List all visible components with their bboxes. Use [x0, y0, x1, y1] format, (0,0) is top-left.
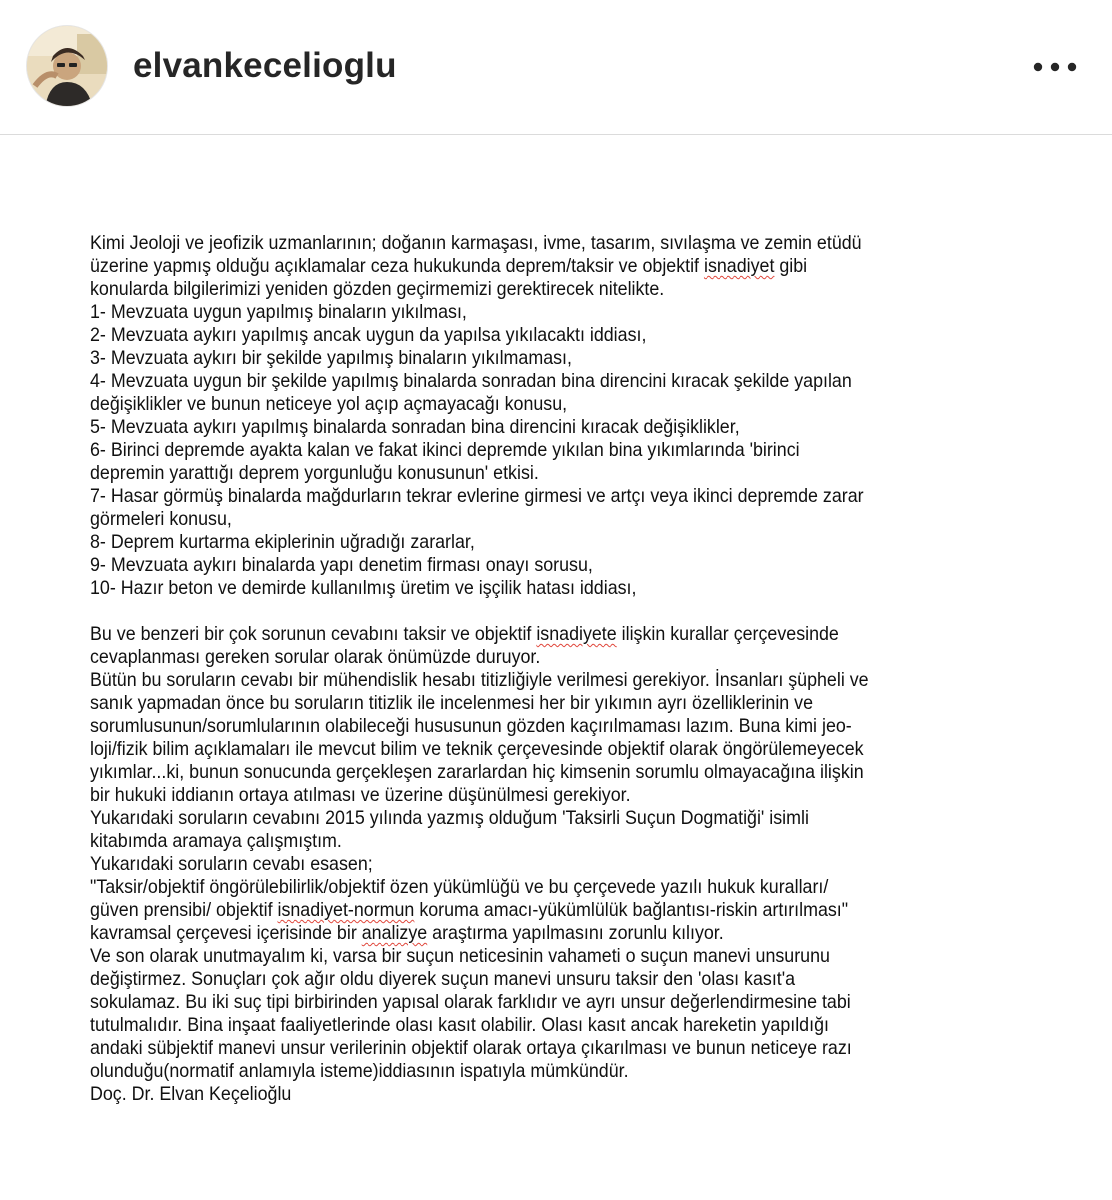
text-segment: yıkımlar...ki, bunun sonucunda gerçekleşen zararlardan hiç kimsenin sorumlu olmayacağına ilişkin [90, 762, 864, 783]
text-segment: 9- Mevzuata aykırı binalarda yapı denetim firması onayı sorusu, [90, 555, 593, 576]
more-options-button[interactable] [1030, 50, 1080, 84]
text-line [90, 899, 1020, 922]
text-segment: sanık yapmadan önce bu soruların titizlik ile incelenmesi her bir yıkımın ayrı özelliklerinin ve [90, 693, 814, 714]
text-line [90, 646, 1020, 669]
text-segment: bir hukuki iddianın ortaya atılması ve üzerine düşünülmesi gerekiyor. [90, 785, 631, 806]
text-line [90, 347, 1020, 370]
post-header [0, 0, 1112, 135]
text-line [90, 945, 1020, 968]
text-segment: andaki sübjektif manevi unsur verilerinin objektif olarak ortaya çıkarılması ve bunun neticeye razı [90, 1038, 852, 1059]
text-line [90, 692, 1020, 715]
paragraph-gap [90, 600, 1020, 623]
spellcheck-word: isnadiyete [536, 624, 617, 645]
username[interactable]: elvankecelioglu [133, 46, 397, 85]
text-segment: konularda bilgilerimizi yeniden gözden geçirmemizi gerektirecek nitelikte. [90, 279, 665, 300]
spellcheck-word: isnadiyet [703, 256, 775, 277]
text-segment: değiştirmez. Sonuçları çok ağır oldu diyerek suçun manevi unsuru taksir den 'olası kasıt'a [90, 969, 796, 990]
text-segment: değişiklikler ve bunun neticeye yol açıp açmayacağı konusu, [90, 394, 568, 415]
text-segment: 7- Hasar görmüş binalarda mağdurların tekrar evlerine girmesi ve artçı veya ikinci depremde zarar [90, 486, 864, 507]
text-segment: cevaplanması gereken sorular olarak önümüzde duruyor. [90, 647, 541, 668]
text-line [90, 278, 1020, 301]
text-segment: Yukarıdaki soruların cevabı esasen; [90, 854, 373, 875]
text-segment: Ve son olarak unutmayalım ki, varsa bir suçun neticesinin vahameti o suçun manevi unsurunu [90, 946, 830, 967]
text-segment: 4- Mevzuata uygun bir şekilde yapılmış binalarda sonradan bina direncini kıracak şekilde yapılan [90, 371, 852, 392]
text-segment: tutulmalıdır. Bina inşaat faaliyetlerinde olası kasıt olabilir. Olası kasıt ancak hareketin yapıldığı [90, 1015, 829, 1036]
text-segment: kitabımda aramaya çalışmıştım. [90, 831, 342, 852]
post-text-image [90, 232, 1020, 1106]
text-segment: koruma amacı-yükümlülük bağlantısı-riskin artırılması" [414, 900, 849, 921]
text-line [90, 830, 1020, 853]
text-line [90, 669, 1020, 692]
text-segment: sokulamaz. Bu iki suç tipi birbirinden yapısal olarak farklıdır ve ayrı unsur değerlendirmesine tabi [90, 992, 851, 1013]
text-line [90, 761, 1020, 784]
text-segment: güven prensibi/ objektif [90, 900, 278, 921]
text-segment: 10- Hazır beton ve demirde kullanılmış üretim ve işçilik hatası iddiası, [90, 578, 637, 599]
text-line [90, 324, 1020, 347]
text-segment: kavramsal çerçevesi içerisinde bir [90, 923, 362, 944]
text-line [90, 1083, 1020, 1106]
text-line [90, 1037, 1020, 1060]
text-segment: olunduğu(normatif anlamıyla isteme)iddiasının ispatıyla mümkündür. [90, 1061, 629, 1082]
text-segment: 1- Mevzuata uygun yapılmış binaların yıkılması, [90, 302, 467, 323]
avatar[interactable] [26, 25, 108, 107]
text-segment: gibi [774, 256, 808, 277]
text-line [90, 416, 1020, 439]
spellcheck-word: analizye [361, 923, 428, 944]
text-line [90, 462, 1020, 485]
text-line [90, 853, 1020, 876]
text-line [90, 738, 1020, 761]
text-line [90, 531, 1020, 554]
text-line [90, 1060, 1020, 1083]
text-line [90, 554, 1020, 577]
text-segment: depremin yarattığı deprem yorgunluğu konusunun' etkisi. [90, 463, 539, 484]
profile-photo-avatar-icon [27, 26, 108, 107]
text-line [90, 485, 1020, 508]
text-line [90, 922, 1020, 945]
text-line [90, 370, 1020, 393]
text-line [90, 393, 1020, 416]
text-segment: 3- Mevzuata aykırı bir şekilde yapılmış binaların yıkılmaması, [90, 348, 572, 369]
text-line [90, 876, 1020, 899]
text-line [90, 968, 1020, 991]
text-line [90, 991, 1020, 1014]
more-options-icon [1030, 50, 1080, 84]
text-line [90, 508, 1020, 531]
text-segment: 5- Mevzuata aykırı yapılmış binalarda sonradan bina direncini kıracak değişiklikler, [90, 417, 740, 438]
text-segment: Bu ve benzeri bir çok sorunun cevabını taksir ve objektif [90, 624, 537, 645]
text-segment: sorumlusunun/sorumlularının olabileceği hususunun gözden kaçırılmaması lazım. Buna kimi jeo- [90, 716, 852, 737]
text-line [90, 623, 1020, 646]
text-line [90, 1014, 1020, 1037]
text-line [90, 784, 1020, 807]
text-segment: Yukarıdaki soruların cevabını 2015 yılında yazmış olduğum 'Taksirli Suçun Dogmatiği' isimli [90, 808, 809, 829]
text-segment: araştırma yapılmasını zorunlu kılıyor. [427, 923, 724, 944]
text-line [90, 439, 1020, 462]
text-line [90, 807, 1020, 830]
text-segment: üzerine yapmış olduğu açıklamalar ceza hukukunda deprem/taksir ve objektif [90, 256, 704, 277]
text-segment: loji/fizik bilim açıklamaları ile mevcut bilim ve teknik çerçevesinde objektif olarak öngörülemeyecek [90, 739, 864, 760]
text-line [90, 577, 1020, 600]
text-line [90, 301, 1020, 324]
spellcheck-word: isnadiyet-normun [277, 900, 415, 921]
text-segment: "Taksir/objektif öngörülebilirlik/objektif özen yükümlüğü ve bu çerçevede yazılı hukuk kuralları/ [90, 877, 829, 898]
text-segment: ilişkin kurallar çerçevesinde [616, 624, 839, 645]
text-segment: 2- Mevzuata aykırı yapılmış ancak uygun da yapılsa yıkılacaktı iddiası, [90, 325, 647, 346]
text-line [90, 232, 1020, 255]
text-segment: görmeleri konusu, [90, 509, 232, 530]
text-segment: Doç. Dr. Elvan Keçelioğlu [90, 1084, 292, 1105]
text-segment: Bütün bu soruların cevabı bir mühendislik hesabı titizliğiyle verilmesi gerekiyor. İnsanları şüpheli ve [90, 670, 869, 691]
text-segment: 8- Deprem kurtarma ekiplerinin uğradığı zararlar, [90, 532, 475, 553]
text-segment: 6- Birinci depremde ayakta kalan ve fakat ikinci depremde yıkılan bina yıkımlarında 'birinci [90, 440, 800, 461]
text-line [90, 255, 1020, 278]
text-segment: Kimi Jeoloji ve jeofizik uzmanlarının; doğanın karmaşası, ivme, tasarım, sıvılaşma ve zemin etüdü [90, 233, 862, 254]
text-line [90, 715, 1020, 738]
